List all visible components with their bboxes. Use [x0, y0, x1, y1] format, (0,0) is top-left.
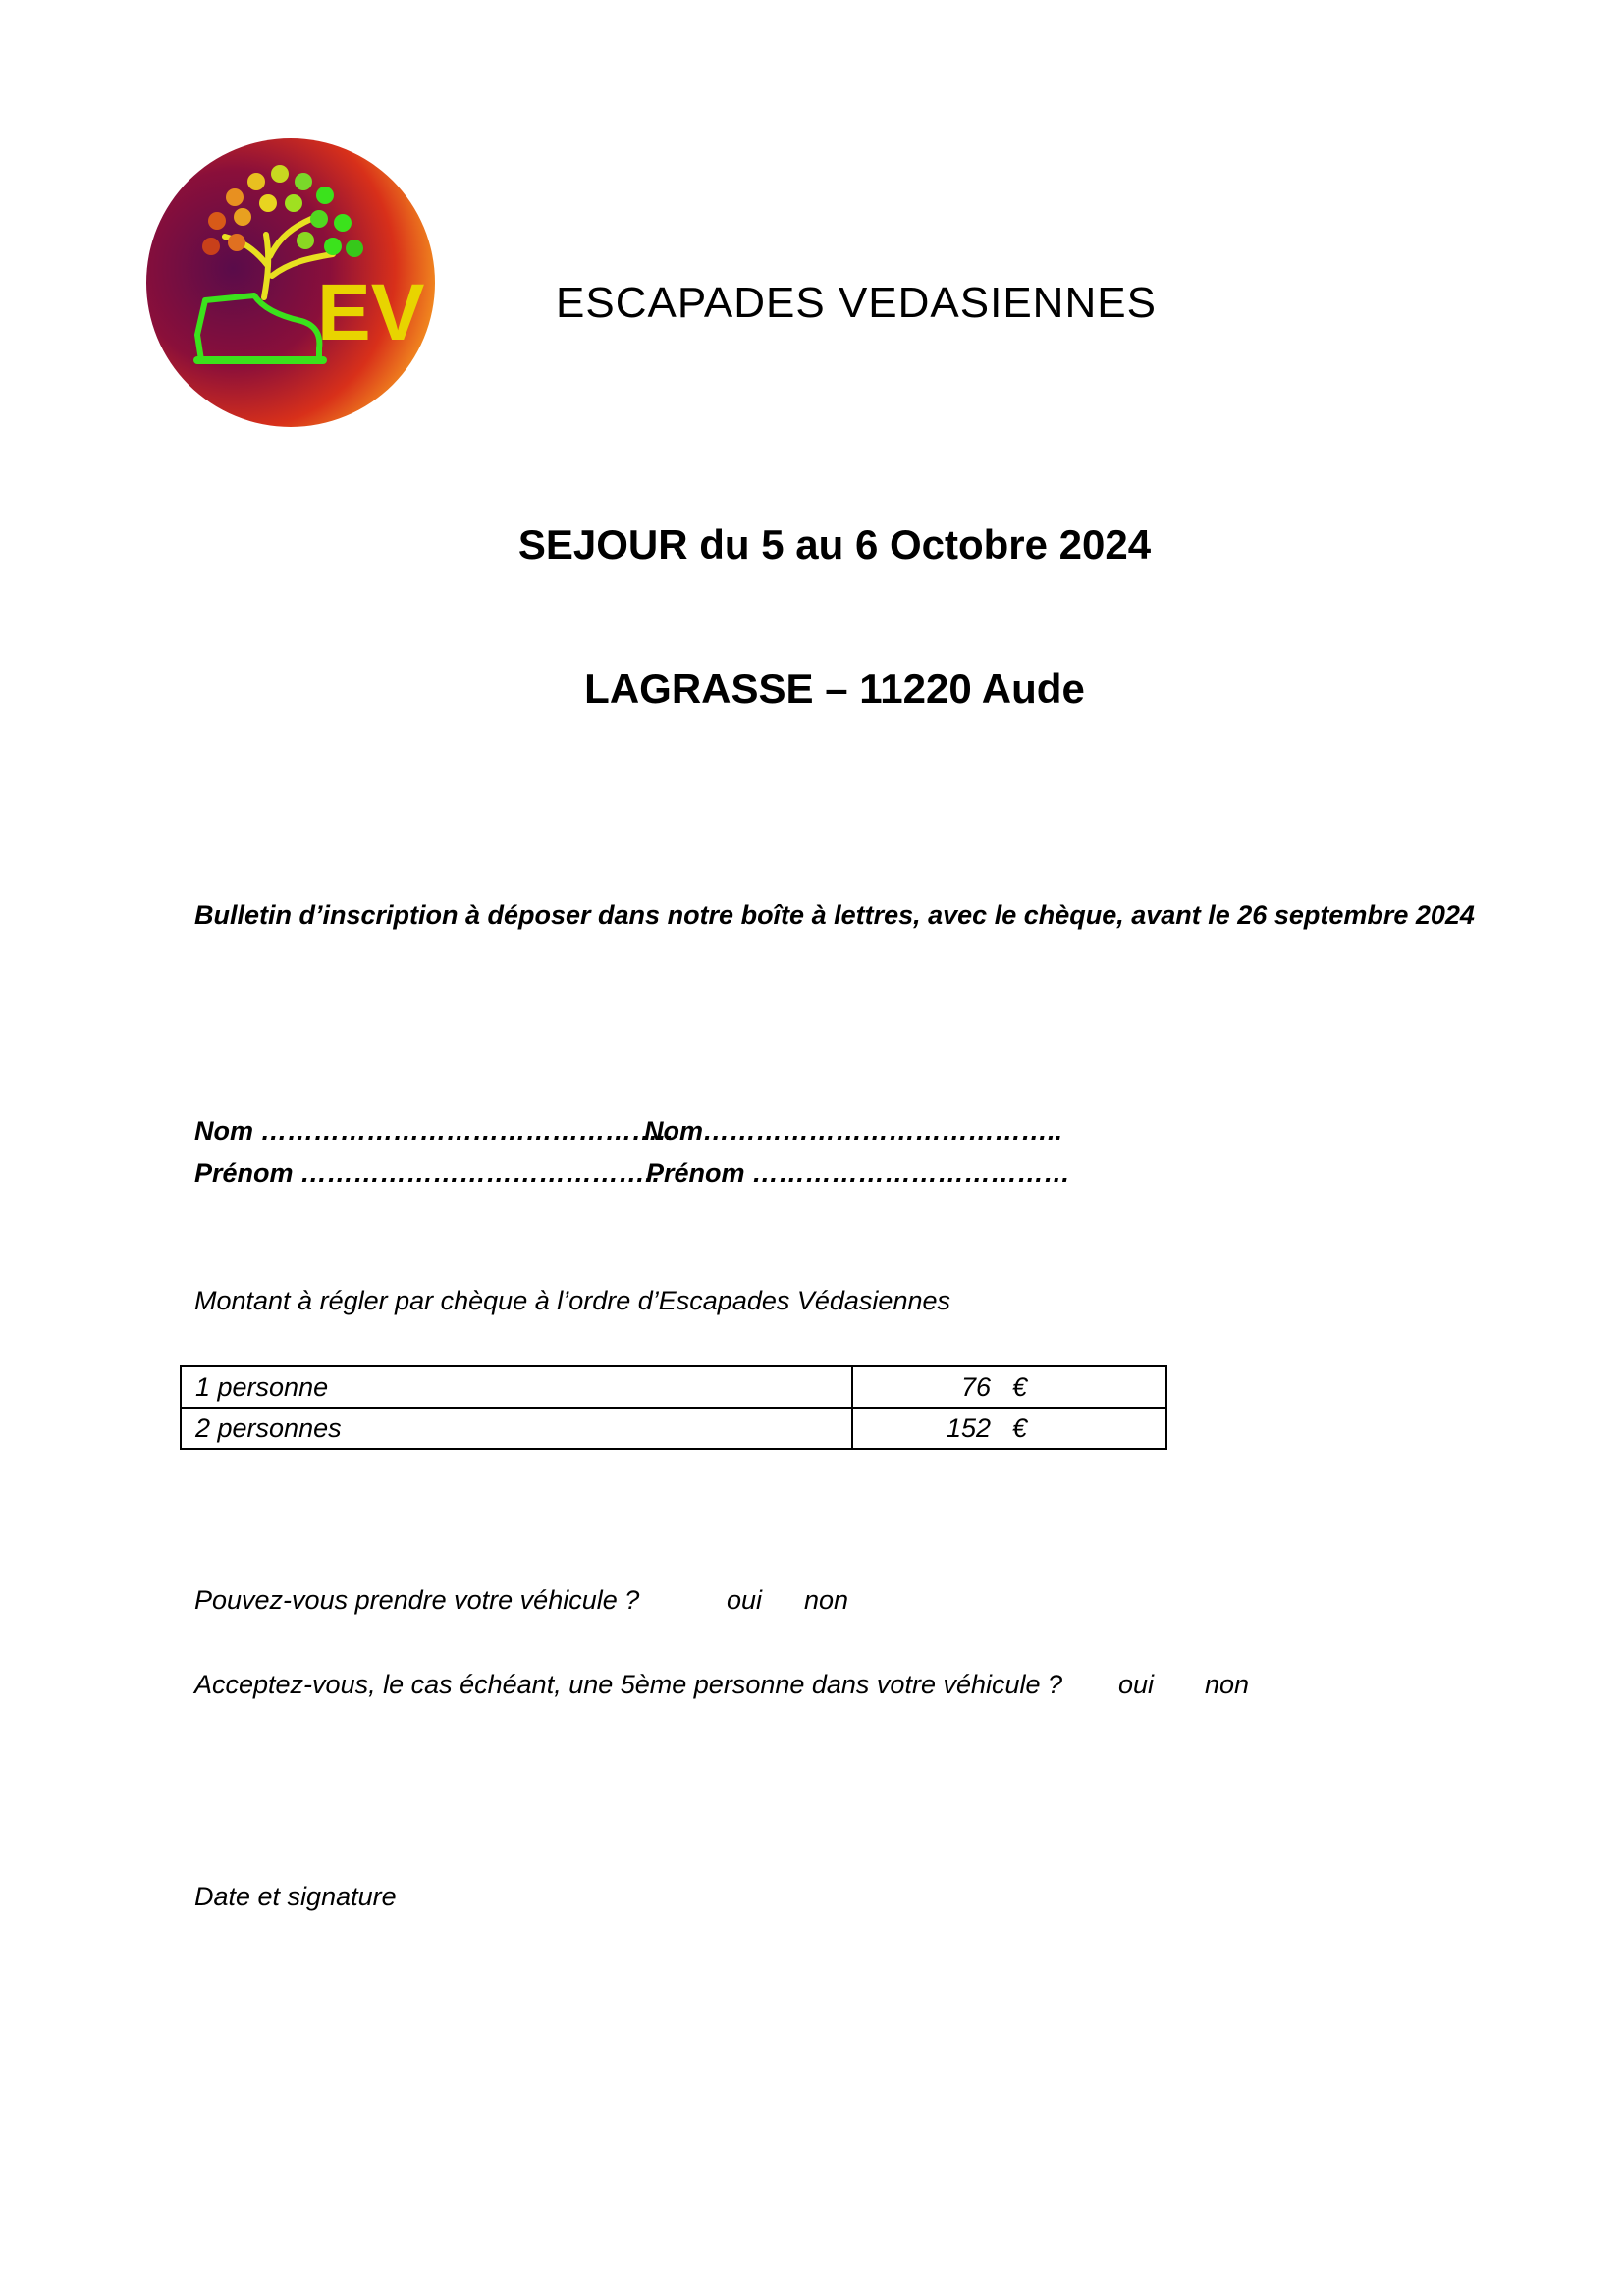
price-table — [180, 1365, 1167, 1450]
registration-instructions: Bulletin d’inscription à déposer dans notre boîte à lettres, avec le chèque, avant le 26 septembre 2024 — [194, 900, 1475, 930]
vehicle-question-no[interactable]: non — [804, 1585, 849, 1615]
logo-ev-text: EV — [317, 268, 425, 357]
participant2-prenom-field: Prénom ……………………………… — [646, 1158, 1071, 1188]
table-row — [181, 1366, 1166, 1408]
price-row-value — [852, 1408, 1166, 1449]
date-signature-label: Date et signature — [194, 1882, 397, 1911]
price-row-label: 2 personnes — [181, 1408, 852, 1449]
extra-passenger-question: Acceptez-vous, le cas échéant, une 5ème personne dans votre véhicule ? — [194, 1670, 1063, 1699]
price-amount: 76 — [960, 1371, 991, 1402]
price-currency: € — [1012, 1413, 1028, 1443]
payment-label: Montant à régler par chèque à l’ordre d’Escapades Védasiennes — [194, 1286, 950, 1315]
participant2-nom-field: Nom………………………………….. — [644, 1116, 1063, 1146]
extra-passenger-yes[interactable]: oui — [1118, 1670, 1155, 1699]
participant1-nom-field: Nom ……………………………………….. — [194, 1116, 674, 1146]
price-row-value — [852, 1366, 1166, 1408]
escapades-vedasiennes-logo — [146, 138, 435, 427]
vehicle-question-yes[interactable]: oui — [727, 1585, 763, 1615]
organization-name: ESCAPADES VEDASIENNES — [556, 279, 1157, 327]
event-title: SEJOUR du 5 au 6 Octobre 2024 — [517, 521, 1152, 567]
price-currency: € — [1012, 1371, 1028, 1402]
vehicle-question: Pouvez-vous prendre votre véhicule ? — [194, 1585, 640, 1615]
event-location: LAGRASSE – 11220 Aude — [584, 666, 1085, 712]
extra-passenger-no[interactable]: non — [1205, 1670, 1250, 1699]
price-row-label: 1 personne — [181, 1366, 852, 1408]
price-amount: 152 — [946, 1413, 991, 1443]
participant1-prenom-field: Prénom ………………………………….. — [194, 1158, 661, 1188]
table-row — [181, 1408, 1166, 1449]
